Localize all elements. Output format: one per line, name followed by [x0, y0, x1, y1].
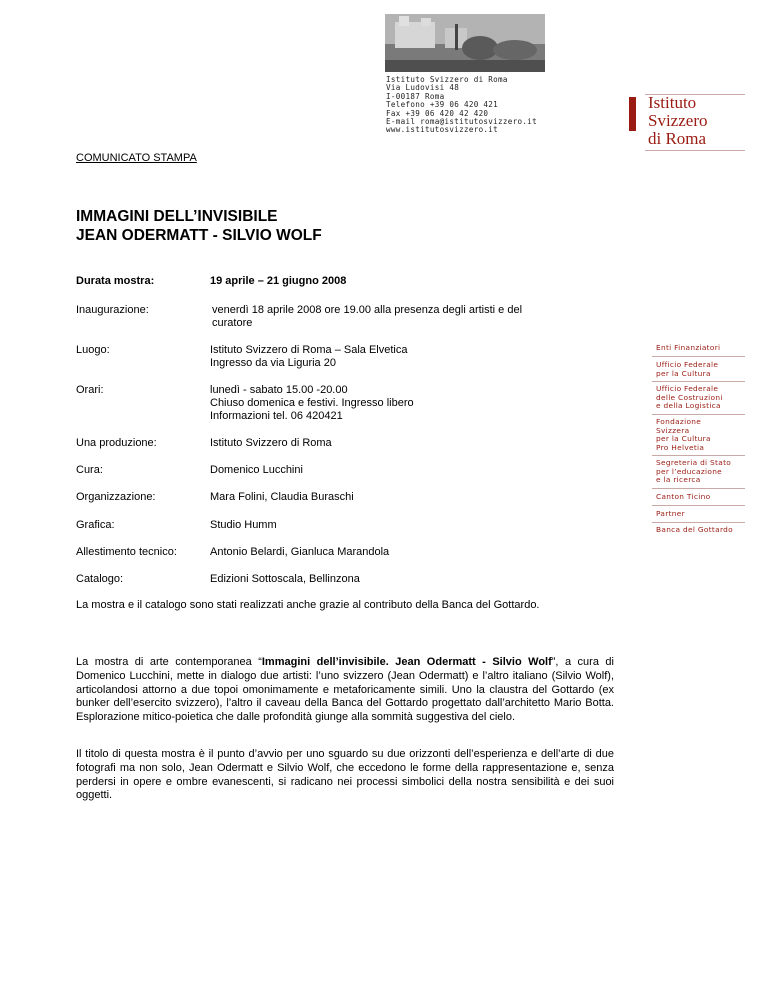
detail-line: Istituto Svizzero di Roma – Sala Elvetica	[210, 344, 408, 356]
title-line: IMMAGINI DELL’INVISIBILE	[76, 208, 278, 225]
detail-value	[210, 546, 620, 559]
detail-label: Luogo:	[76, 344, 110, 356]
sidebar-line: Banca del Gottardo	[656, 525, 733, 534]
detail-line: Mara Folini, Claudia Buraschi	[210, 491, 354, 503]
sidebar-heading	[656, 510, 756, 519]
detail-value	[210, 519, 620, 532]
document-title	[76, 207, 322, 245]
sidebar-line: Fondazione	[656, 417, 702, 426]
sidebar-line: Canton Ticino	[656, 492, 711, 501]
para-intro: La mostra di arte contemporanea “	[76, 656, 262, 668]
sidebar-entry	[656, 385, 756, 411]
sidebar-line: Enti Finanziatori	[656, 343, 721, 352]
detail-value	[210, 464, 620, 477]
detail-line: Chiuso domenica e festivi. Ingresso libero	[210, 397, 414, 409]
detail-line: Studio Humm	[210, 519, 277, 531]
sidebar-heading	[656, 344, 756, 353]
sidebar-line: Pro Helvetia	[656, 442, 705, 452]
detail-label: Inaugurazione:	[76, 304, 149, 316]
detail-label: Grafica:	[76, 519, 115, 531]
address-line: www.istitutosvizzero.it	[386, 125, 499, 135]
detail-value	[210, 491, 620, 504]
title-paragraph: Il titolo di questa mostra è il punto d’avvio per uno sguardo su due orizzonti dell’esperienza e dell’arte di due fotografi ma non solo, Jean Odermatt e Silvio Wolf, che eccedono le forme della rappresentazione e, senza perdersi in opere e ombre evanescenti, si radicano nei processi simbolici della nostra sensibilità e dei suoi oggetti.	[76, 748, 614, 802]
sidebar-line: per l’educazione	[656, 466, 723, 476]
intro-paragraph	[76, 656, 614, 725]
logo-line: di Roma	[648, 129, 707, 148]
detail-label: Catalogo:	[76, 573, 124, 585]
sidebar-divider	[652, 455, 745, 456]
detail-label: Allestimento tecnico:	[76, 546, 177, 558]
sponsor-note: La mostra e il catalogo sono stati realizzati anche grazie al contributo della Banca del Gottardo.	[76, 599, 540, 611]
detail-line: Istituto Svizzero di Roma	[210, 437, 332, 449]
sidebar-line: Partner	[656, 509, 685, 518]
detail-line: Antonio Belardi, Gianluca Marandola	[210, 546, 390, 558]
detail-label: Durata mostra:	[76, 275, 155, 287]
address-line: I-00187 Roma	[386, 91, 445, 101]
detail-value	[210, 344, 620, 370]
detail-value	[212, 304, 622, 330]
detail-line: Ingresso da via Liguria 20	[210, 357, 336, 369]
sidebar-line: Segreteria di Stato	[656, 458, 732, 467]
sidebar-line: Svizzera	[656, 425, 690, 435]
detail-value	[210, 573, 620, 586]
title-line: JEAN ODERMATT - SILVIO WOLF	[76, 227, 322, 244]
detail-value	[210, 437, 620, 450]
address-line: Via Ludovisi 48	[386, 83, 460, 93]
sidebar-divider	[652, 414, 745, 415]
sidebar-line: e della Logistica	[656, 401, 721, 411]
institute-address	[386, 76, 626, 135]
logo-line: Svizzero	[648, 111, 708, 130]
detail-value	[210, 384, 620, 423]
address-line: Istituto Svizzero di Roma	[386, 75, 508, 84]
sidebar-line: delle Costruzioni	[656, 392, 723, 402]
sidebar-entry	[656, 361, 756, 378]
sidebar-divider	[652, 356, 745, 357]
logo-line: Istituto	[648, 93, 697, 112]
sidebar-entry	[656, 526, 756, 535]
sidebar-line: e la ricerca	[656, 475, 701, 485]
detail-label: Cura:	[76, 464, 103, 476]
sidebar-divider	[652, 505, 745, 506]
sidebar-divider	[652, 381, 745, 382]
address-line: Telefono +39 06 420 421	[386, 100, 499, 110]
detail-value	[210, 275, 620, 288]
sidebar-entry	[656, 418, 756, 452]
sidebar-entry	[656, 493, 756, 502]
sidebar-divider	[652, 488, 745, 489]
sidebar-line: per la Cultura	[656, 368, 711, 378]
logo-bar	[629, 97, 636, 131]
address-line: Fax +39 06 420 42 420	[386, 108, 489, 118]
detail-line: Domenico Lucchini	[210, 464, 303, 476]
detail-line: curatore	[212, 317, 253, 329]
detail-line: 19 aprile – 21 giugno 2008	[210, 275, 347, 287]
para-rest: ”, a cura di Domenico Lucchini, mette in dialogo due artisti: l’uno svizzero (Jean Odermatt) e l’altro italiano (Silvio Wolf), articolandosi attorno a due topoi omonimamente e metaforicamente simili. Uno la claustra del Gottardo (ex bunker dell’esercito svizzero), l’altro il caveau della Banca del Gottardo progettato dall’architetto Mario Botta. Esplorazione mitico-poietica che dalle profondità giunge alla sommità suggestiva del cielo.	[76, 656, 614, 724]
detail-label: Organizzazione:	[76, 491, 156, 503]
detail-line: lunedì - sabato 15.00 -20.00	[210, 384, 348, 396]
sidebar-line: Ufficio Federale	[656, 384, 719, 393]
exhibition-title: Immagini dell’invisibile. Jean Odermatt - Silvio Wolf	[261, 656, 552, 668]
detail-line: venerdì 18 aprile 2008 ore 19.00 alla presenza degli artisti e del	[212, 304, 523, 316]
institute-logo	[648, 94, 758, 148]
document-label: COMUNICATO STAMPA	[76, 152, 197, 164]
detail-line: Informazioni tel. 06 420421	[210, 410, 343, 422]
detail-label: Orari:	[76, 384, 104, 396]
logo-divider	[645, 150, 745, 151]
sidebar-entry	[656, 459, 756, 485]
address-line: E-mail roma@istitutosvizzero.it	[386, 117, 538, 127]
header-photo	[385, 14, 545, 72]
sidebar-divider	[652, 522, 745, 523]
detail-line: Edizioni Sottoscala, Bellinzona	[210, 573, 360, 585]
sidebar-line: per la Cultura	[656, 434, 711, 444]
detail-label: Una produzione:	[76, 437, 157, 449]
sidebar-line: Ufficio Federale	[656, 360, 719, 369]
